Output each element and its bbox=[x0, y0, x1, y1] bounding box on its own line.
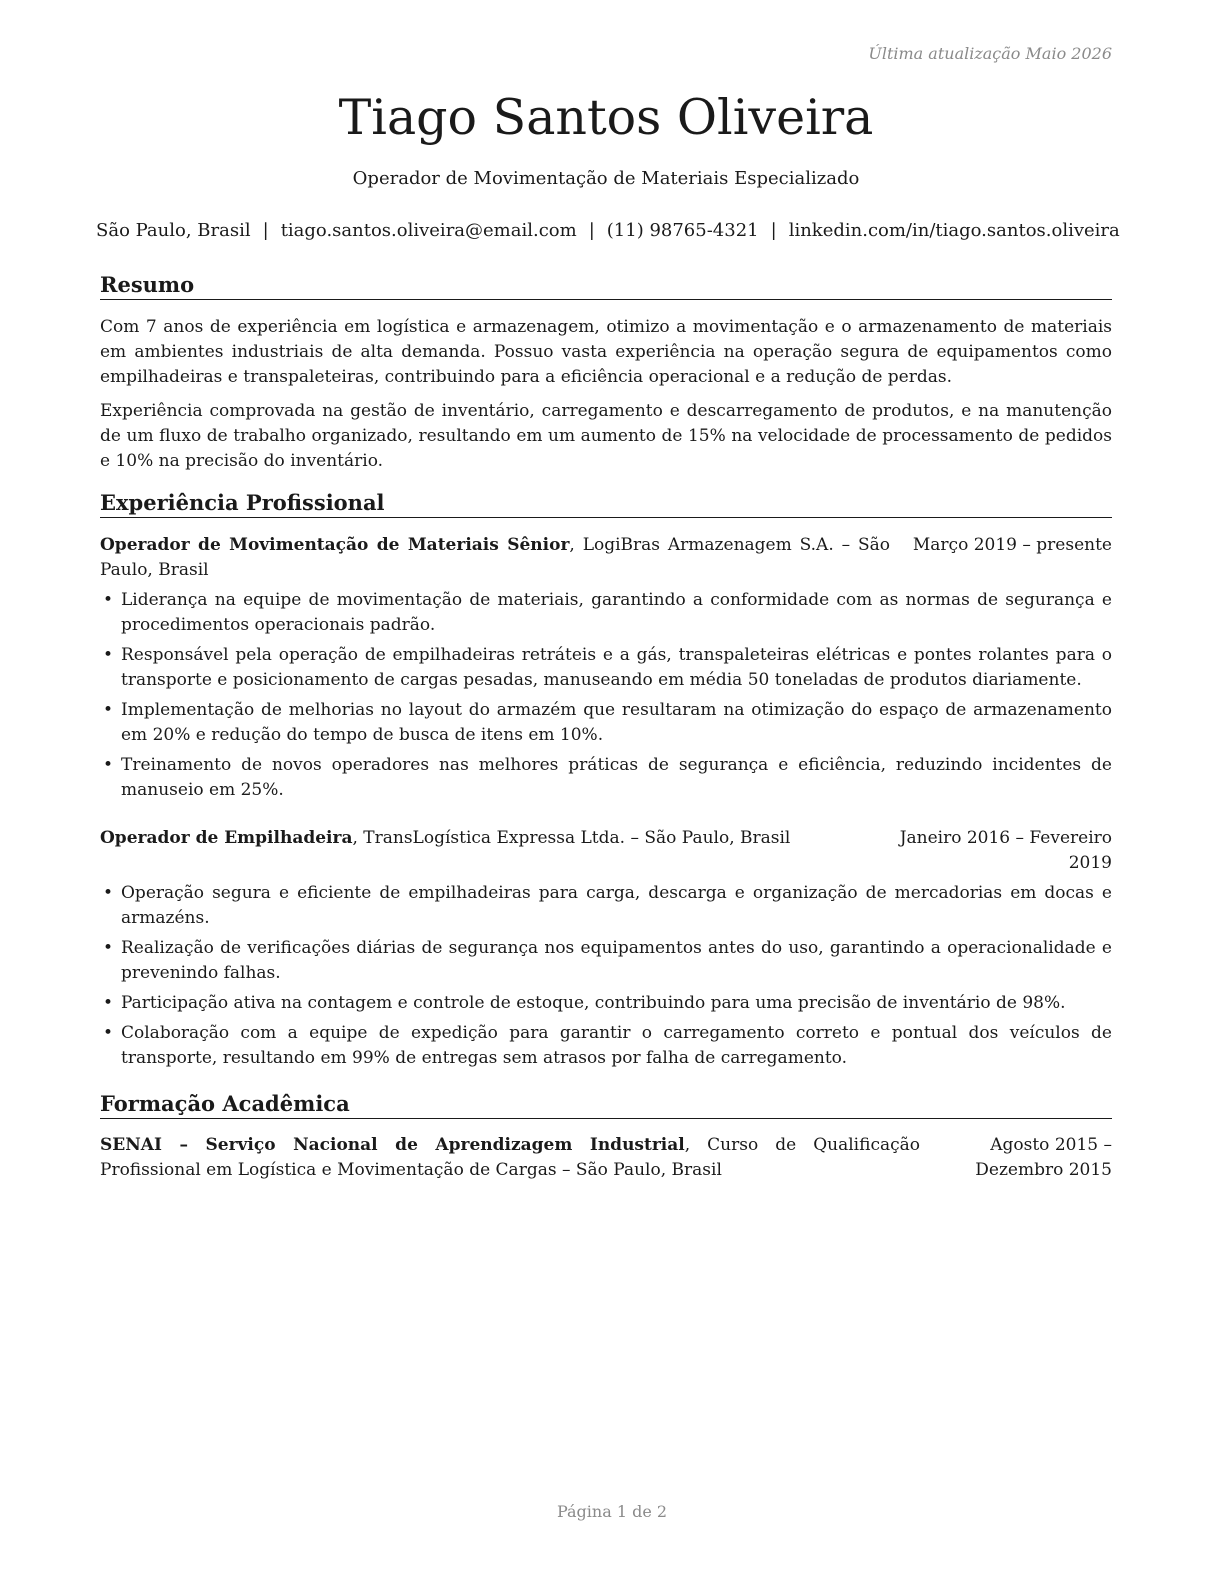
summary-paragraph: Experiência comprovada na gestão de inventário, carregamento e descarregamento de produtos, e na manutenção de um fluxo de trabalho organizado, resultando em um aumento de 15% na velocidade de processamento de pedidos e 10% na precisão do inventário. bbox=[100, 401, 1112, 471]
education-title-line bbox=[100, 1133, 920, 1183]
education-course: , Curso de Qualificação Profissional em Logística e Movimentação de Cargas – São Paulo, Brasil bbox=[100, 1135, 920, 1180]
list-item bbox=[100, 643, 1112, 693]
job-title-line bbox=[100, 826, 860, 851]
bullet-text: Treinamento de novos operadores nas melhores práticas de segurança e eficiência, reduzindo incidentes de manuseio em 25%. bbox=[121, 755, 1112, 800]
bullet-icon: • bbox=[103, 755, 114, 775]
list-item bbox=[100, 881, 1112, 931]
job-company: , TransLogística Expressa Ltda. – São Paulo, Brasil bbox=[352, 828, 791, 848]
bullet-text: Colaboração com a equipe de expedição para garantir o carregamento correto e pontual dos veículos de transporte, resultando em 99% de entregas sem atrasos por falha de carregamento. bbox=[121, 1023, 1112, 1068]
job-dates: Março 2019 – presente bbox=[912, 535, 1112, 555]
job-bullets bbox=[100, 881, 1112, 1076]
bullet-icon: • bbox=[103, 1023, 114, 1043]
bullet-icon: • bbox=[103, 993, 114, 1013]
education-dates: Agosto 2015 – Dezembro 2015 bbox=[975, 1135, 1112, 1180]
bullet-text: Liderança na equipe de movimentação de materiais, garantindo a conformidade com as normas de segurança e procedimentos operacionais padrão. bbox=[121, 590, 1112, 635]
list-item bbox=[100, 753, 1112, 803]
contact-separator: | bbox=[262, 220, 269, 241]
job-title-line bbox=[100, 533, 890, 583]
bullet-icon: • bbox=[103, 883, 114, 903]
last-updated: Última atualização Maio 2026 bbox=[868, 44, 1112, 63]
list-item bbox=[100, 1021, 1112, 1071]
job-header bbox=[100, 826, 1112, 876]
contact-phone: (11) 98765-4321 bbox=[606, 220, 759, 241]
bullet-text: Realização de verificações diárias de segurança nos equipamentos antes do uso, garantindo a operacionalidade e prevenindo falhas. bbox=[121, 938, 1112, 983]
section-title-summary: Resumo bbox=[100, 271, 1112, 300]
page-number: Página 1 de 2 bbox=[556, 1502, 668, 1521]
summary-paragraph: Com 7 anos de experiência em logística e armazenagem, otimizo a movimentação e o armazenamento de materiais em ambientes industriais de alta demanda. Possuo vasta experiência na operação segura de equipamentos como empilhadeiras e transpaleteiras, contribuindo para a eficiência operacional e a redução de perdas. bbox=[100, 317, 1112, 387]
resume-page bbox=[96, 0, 1120, 1584]
candidate-name: Tiago Santos Oliveira bbox=[338, 89, 874, 146]
education-institution: SENAI – Serviço Nacional de Aprendizagem Industrial bbox=[100, 1135, 685, 1155]
contact-linkedin[interactable]: linkedin.com/in/tiago.santos.oliveira bbox=[788, 220, 1120, 241]
bullet-text: Implementação de melhorias no layout do armazém que resultaram na otimização do espaço de armazenamento em 20% e redução do tempo de busca de itens em 10%. bbox=[121, 700, 1112, 745]
section-title-education: Formação Acadêmica bbox=[100, 1090, 1112, 1119]
bullet-icon: • bbox=[103, 645, 114, 665]
job-header bbox=[100, 533, 1112, 583]
bullet-text: Operação segura e eficiente de empilhadeiras para carga, descarga e organização de mercadorias em docas e armazéns. bbox=[121, 883, 1112, 928]
job-role: Operador de Empilhadeira bbox=[100, 828, 353, 848]
job-dates: Janeiro 2016 – Fevereiro 2019 bbox=[899, 828, 1112, 873]
education-header bbox=[100, 1133, 1112, 1183]
bullet-icon: • bbox=[103, 700, 114, 720]
bullet-text: Responsável pela operação de empilhadeiras retráteis e a gás, transpaleteiras elétricas e pontes rolantes para o transporte e posicionamento de cargas pesadas, manuseando em média 50 toneladas de produtos diariamente. bbox=[121, 645, 1112, 690]
job-company: , LogiBras Armazenagem S.A. – São Paulo, Brasil bbox=[100, 535, 890, 580]
list-item bbox=[100, 991, 1112, 1016]
bullet-icon: • bbox=[103, 590, 114, 610]
headline: Operador de Movimentação de Materiais Especializado bbox=[352, 168, 860, 189]
contact-separator: | bbox=[770, 220, 777, 241]
contact-separator: | bbox=[588, 220, 595, 241]
bullet-icon: • bbox=[103, 938, 114, 958]
contact-email[interactable]: tiago.santos.oliveira@email.com bbox=[280, 220, 577, 241]
job-bullets bbox=[100, 588, 1112, 808]
contact-line bbox=[96, 219, 1120, 243]
contact-location: São Paulo, Brasil bbox=[96, 220, 251, 241]
section-title-experience: Experiência Profissional bbox=[100, 489, 1112, 518]
bullet-text: Participação ativa na contagem e controle de estoque, contribuindo para uma precisão de inventário de 98%. bbox=[121, 993, 1066, 1013]
list-item bbox=[100, 588, 1112, 638]
list-item bbox=[100, 936, 1112, 986]
job-role: Operador de Movimentação de Materiais Sênior bbox=[100, 535, 570, 555]
list-item bbox=[100, 698, 1112, 748]
